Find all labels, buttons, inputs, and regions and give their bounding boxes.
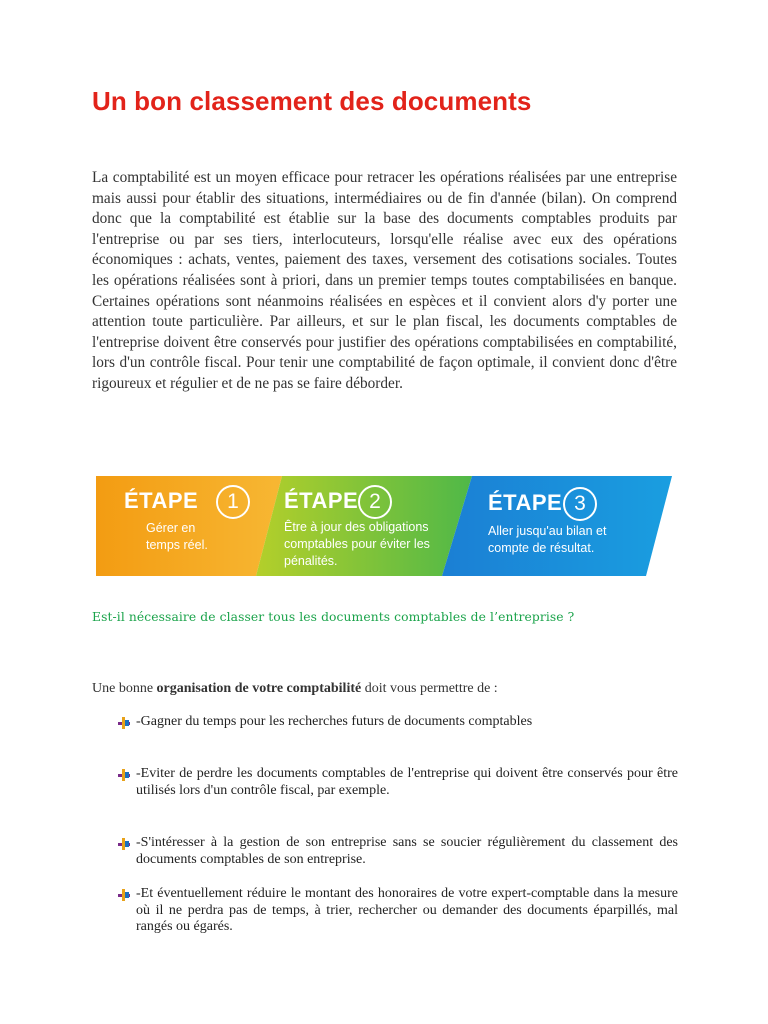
step-1-label: ÉTAPE — [124, 488, 199, 513]
list-item — [112, 835, 678, 868]
lead-sentence — [92, 681, 692, 697]
pin-bullet-icon — [112, 888, 136, 902]
step-2-line-3: pénalités. — [284, 554, 338, 568]
step-3-label: ÉTAPE — [488, 490, 563, 515]
list-item — [112, 766, 678, 799]
bullet-text: -Gagner du temps pour les recherches futurs de documents comptables — [136, 714, 533, 729]
pin-bullet-icon — [112, 768, 136, 782]
step-2-line-1: Être à jour des obligations — [284, 520, 429, 534]
pin-bullet-icon — [112, 716, 136, 730]
intro-paragraph: La comptabilité est un moyen efficace pour retracer les opérations réalisées par une entreprise mais aussi pour établir des situations, intermédiaires ou de fin d'année (bilan). On comprend donc que la comptabilité est établie sur la base des documents comptables produits par l'entreprise ou par ses tiers, interlocuteurs, lorsqu'elle réalise avec eux des opérations économiques : achats, ventes, paiement des taxes, versement des cotisations sociales. Toutes les opérations réalisées sont à priori, dans un premier temps toutes comptabilisées en banque. Certaines opérations sont néanmoins réalisées en espèces et il convient alors d'y porter une attention toute particulière. Par ailleurs, et sur le plan fiscal, les documents comptables de l'entreprise doivent être conservés pour justifier des opérations comptabilisées en comptabilité, lors d'un contrôle fiscal. Pour tenir une comptabilité de façon optimale, il convient donc d'être rigoureux et régulier et de ne pas se faire déborder. — [92, 169, 677, 392]
page-title: Un bon classement des documents — [92, 86, 532, 116]
bullet-text: -Et éventuellement réduire le montant des honoraires de votre expert-comptable dans la mesure où il ne perdra pas de temps, à trier, rechercher ou demander des documents éparpillés, mal rangés ou égarés. — [136, 886, 678, 934]
step-2-description — [284, 519, 430, 570]
step-1-number: 1 — [216, 485, 250, 519]
steps-banner — [96, 476, 672, 576]
step-1-line-1: Gérer en — [146, 521, 196, 535]
list-item — [112, 714, 678, 731]
step-3-description — [488, 523, 606, 557]
step-1-line-2: temps réel. — [146, 538, 208, 552]
lead-after: doit vous permettre de : — [361, 681, 498, 696]
lead-bold: organisation de votre comptabilité — [156, 681, 362, 696]
step-3-line-1: Aller jusqu'au bilan et — [488, 524, 607, 538]
section-question: Est-il nécessaire de classer tous les documents comptables de l’entreprise ? — [92, 610, 575, 624]
step-3-line-2: compte de résultat. — [488, 541, 595, 555]
step-3-number: 3 — [563, 487, 597, 521]
lead-before: Une bonne — [92, 681, 157, 696]
step-1-description — [146, 520, 208, 554]
list-item — [112, 886, 678, 936]
bullet-text: -Eviter de perdre les documents comptables de l'entreprise qui doivent être conservés pour être utilisés lors d'un contrôle fiscal, par exemple. — [136, 766, 678, 798]
step-2-label: ÉTAPE — [284, 488, 359, 513]
bullet-text: -S'intéresser à la gestion de son entreprise sans se soucier régulièrement du classement des documents comptables de son entreprise. — [136, 835, 678, 867]
step-2-line-2: comptables pour éviter les — [284, 537, 430, 551]
step-2-number: 2 — [358, 485, 392, 519]
pin-bullet-icon — [112, 837, 136, 851]
